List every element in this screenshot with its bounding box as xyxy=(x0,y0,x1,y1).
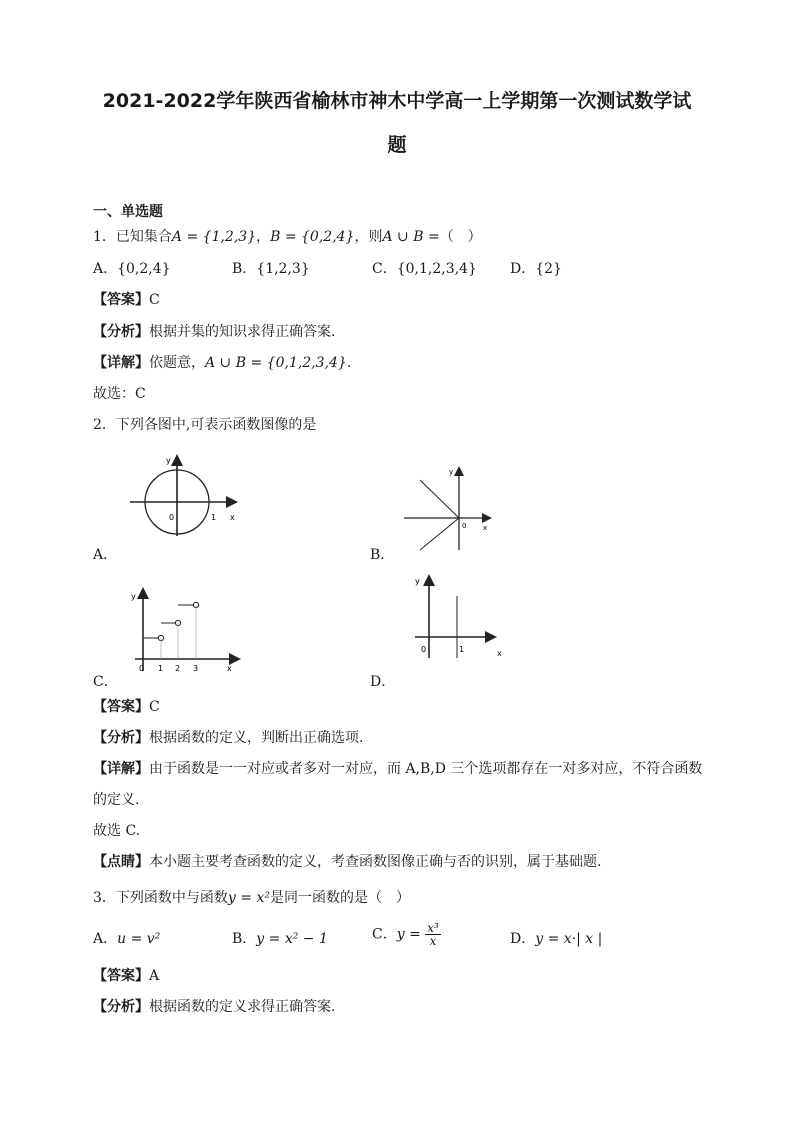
q2-label-c: C． xyxy=(93,674,118,690)
fig-a-origin: 0 xyxy=(169,513,175,522)
q1-option-d: D．{2} xyxy=(510,261,562,277)
q2-label-a: A． xyxy=(93,547,118,563)
q1-detail xyxy=(93,354,351,372)
fig-d-x: x xyxy=(497,649,502,658)
q3-option-d-label: D． xyxy=(510,931,536,947)
q2-figure-b xyxy=(402,462,502,556)
q2-comment-text: 本小题主要考查函数的定义，考查函数图像正确与否的识别，属于基础题. xyxy=(149,854,602,870)
q2-analysis xyxy=(93,729,363,747)
q1-choose: 故选：C xyxy=(93,386,146,402)
fig-c-y: y xyxy=(131,592,136,601)
q3-option-c-lhs: y = xyxy=(396,926,421,943)
q1-sep: ， xyxy=(256,229,271,245)
q3-option-c xyxy=(372,922,441,947)
q3-analysis xyxy=(93,998,335,1016)
q3-answer xyxy=(93,967,159,985)
q1-then: ，则 xyxy=(354,229,383,245)
q2-label-b: B． xyxy=(370,547,395,563)
q1-analysis-text: 根据并集的知识求得正确答案. xyxy=(149,324,336,340)
fig-d-one: 1 xyxy=(459,645,465,654)
q2-answer xyxy=(93,698,160,716)
answer-tag: 【答案】 xyxy=(93,699,149,715)
q3-option-a-label: A． xyxy=(93,931,118,947)
fig-d-origin: 0 xyxy=(421,645,427,654)
q3-option-c-fraction xyxy=(425,922,441,947)
q1-detail-prefix: 依题意， xyxy=(149,355,205,371)
analysis-tag: 【分析】 xyxy=(93,730,149,746)
fig-d-y: y xyxy=(415,577,420,586)
q2-stem: 2．下列各图中,可表示函数图像的是 xyxy=(93,417,317,433)
q2-figure-d xyxy=(405,570,510,666)
q1-option-b: B．{1,2,3} xyxy=(232,261,310,277)
q3-stem-suffix: 是同一函数的是（ ） xyxy=(269,890,410,906)
analysis-tag: 【分析】 xyxy=(93,324,149,340)
q1-union: A ∪ B = xyxy=(382,229,440,245)
fig-c-three: 3 xyxy=(193,664,199,673)
q1-option-c: C．{0,1,2,3,4} xyxy=(372,261,477,277)
q2-detail-line2: 的定义. xyxy=(93,792,140,808)
q2-figure-a xyxy=(120,450,250,544)
detail-tag: 【详解】 xyxy=(93,355,149,371)
q3-option-d xyxy=(510,930,602,948)
section-heading: 一、单选题 xyxy=(93,204,163,220)
fig-c-two: 2 xyxy=(175,664,181,673)
analysis-tag: 【分析】 xyxy=(93,999,149,1015)
q1-answer xyxy=(93,291,160,309)
q3-option-b-label: B． xyxy=(232,931,257,947)
detail-tag: 【详解】 xyxy=(93,761,149,777)
comment-tag: 【点睛】 xyxy=(93,854,149,870)
q2-comment xyxy=(93,853,601,871)
fig-a-one: 1 xyxy=(211,513,217,522)
fig-c-one: 1 xyxy=(158,664,164,673)
q1-stem-prefix: 1．已知集合 xyxy=(93,229,172,245)
q1-option-a: A．{0,2,4} xyxy=(93,261,171,277)
q3-option-a xyxy=(93,930,160,948)
q1-set-b: B = {0,2,4} xyxy=(270,229,355,245)
q3-option-c-label: C． xyxy=(372,926,397,943)
doc-title-line2: 题 xyxy=(387,134,407,156)
q3-option-a-math: u = v² xyxy=(117,931,161,947)
q3-stem-math: y = x² xyxy=(227,890,270,906)
fig-a-x: x xyxy=(230,513,235,522)
q2-answer-value: C xyxy=(149,699,160,715)
q3-option-c-num: x³ xyxy=(427,921,439,935)
q3-option-c-den: x xyxy=(429,934,437,948)
q1-set-a: A = {1,2,3} xyxy=(171,229,257,245)
q3-option-b-math: y = x² − 1 xyxy=(256,931,328,947)
q2-detail-line1: 由于函数是一一对应或者多对一对应，而 A,B,D 三个选项都存在一对多对应，不符合函数 xyxy=(149,761,703,777)
q1-detail-end: . xyxy=(346,355,352,371)
answer-tag: 【答案】 xyxy=(93,292,149,308)
q1-detail-math: A ∪ B = {0,1,2,3,4} xyxy=(205,355,347,371)
q1-stem xyxy=(93,228,482,246)
fig-a-y: y xyxy=(166,456,171,465)
q1-paren: （ ） xyxy=(439,229,482,245)
fig-c-x: x xyxy=(227,664,232,673)
q1-answer-value: C xyxy=(149,292,160,308)
q2-figure-c xyxy=(125,583,245,679)
fig-b-origin: 0 xyxy=(462,522,467,530)
q2-label-d: D． xyxy=(370,674,396,690)
fig-b-x: x xyxy=(483,524,488,532)
q3-option-b xyxy=(232,930,328,948)
q2-analysis-text: 根据函数的定义，判断出正确选项. xyxy=(149,730,364,746)
q2-choose: 故选 C. xyxy=(93,823,141,839)
fig-c-origin: 0 xyxy=(139,664,145,673)
fig-b-y: y xyxy=(449,468,454,476)
q3-analysis-text: 根据函数的定义求得正确答案. xyxy=(149,999,336,1015)
q3-stem-prefix: 3．下列函数中与函数 xyxy=(93,890,228,906)
q3-option-d-math: y = x·| x | xyxy=(535,931,603,947)
q2-detail xyxy=(93,760,702,778)
q3-stem xyxy=(93,889,410,907)
doc-title-line1: 2021-2022学年陕西省榆林市神木中学高一上学期第一次测试数学试 xyxy=(102,90,692,112)
answer-tag: 【答案】 xyxy=(93,968,149,984)
q1-analysis xyxy=(93,323,335,341)
q3-answer-value: A xyxy=(149,968,160,984)
